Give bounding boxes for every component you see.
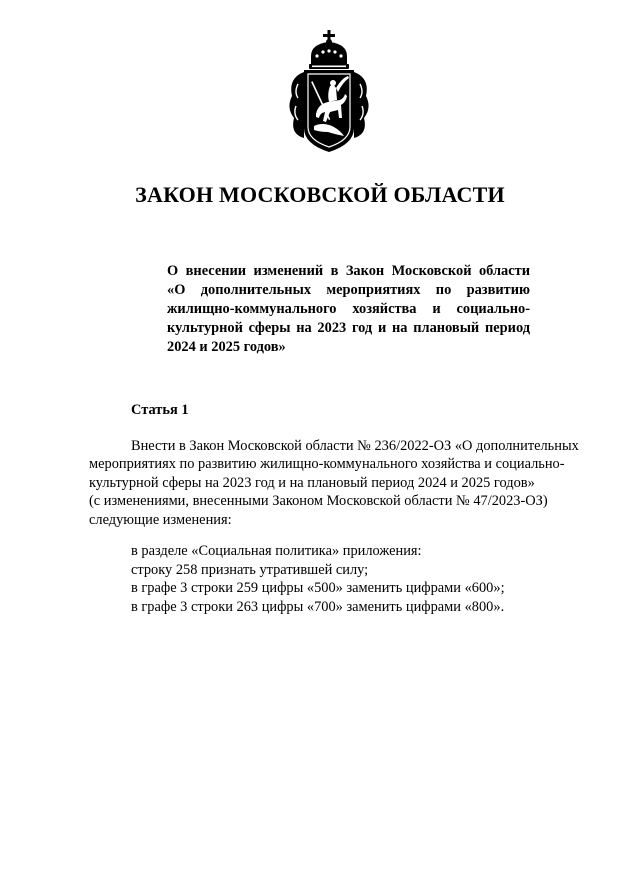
article-body-line: Внести в Закон Московской области № 236/2022-ОЗ «О дополнительных [131,438,579,454]
change-item: в разделе «Социальная политика» приложения: [131,543,422,559]
law-subject [167,262,530,357]
article-body-line: культурной сферы на 2023 год и на плановый период 2024 и 2025 годов» [89,474,535,491]
subject-line: жилищно-коммунального хозяйства и социально- [167,301,530,317]
change-item: строку 258 признать утратившей силу; [131,561,369,578]
subject-line: О внесении изменений в Закон Московской области [167,263,530,279]
article-body-line: следующие изменения: [89,511,232,528]
subject-line: культурной сферы на 2023 год и на плановый период [167,320,530,336]
subject-line: «О дополнительных мероприятиях по развитию [167,282,530,298]
change-item: в графе 3 строки 263 цифры «700» заменить цифрами «800». [131,598,505,615]
article-body-line: мероприятиях по развитию жилищно-коммунального хозяйства и социально- [89,456,565,473]
changes-list [131,542,505,616]
article-body-line: (с изменениями, внесенными Законом Московской области № 47/2023-ОЗ) [89,493,548,510]
change-item: в графе 3 строки 259 цифры «500» заменить цифрами «600»; [131,580,505,597]
subject-line: 2024 и 2025 годов» [167,339,286,355]
article-body [89,437,579,529]
coat-of-arms-icon [284,26,374,158]
article-heading: Статья 1 [131,402,189,418]
document-title: ЗАКОН МОСКОВСКОЙ ОБЛАСТИ [135,182,505,207]
